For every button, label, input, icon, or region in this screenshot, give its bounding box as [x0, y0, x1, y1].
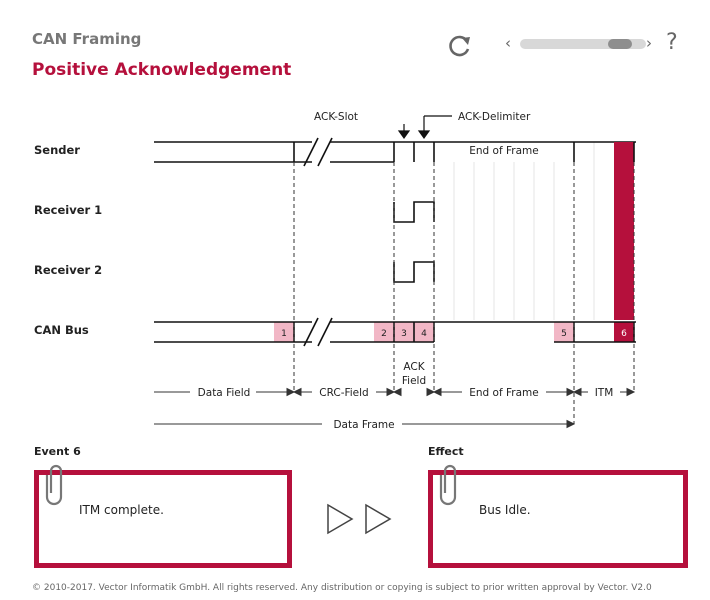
page-title: Positive Acknowledgement: [32, 60, 292, 80]
ack-delimiter-label: ACK-Delimiter: [458, 111, 531, 123]
skip-forward-button[interactable]: [364, 503, 392, 539]
marker-6: 6: [621, 329, 627, 339]
marker-4: 4: [421, 329, 427, 339]
sender-eof-label: End of Frame: [469, 145, 539, 157]
chevron-right-icon: ›: [646, 34, 652, 52]
field-label-eof: End of Frame: [469, 387, 539, 399]
marker-2: 2: [381, 329, 387, 339]
event-text: ITM complete.: [79, 503, 164, 517]
marker-3: 3: [401, 329, 407, 339]
signal-label-can-bus: CAN Bus: [34, 323, 89, 337]
eof-bit-grid: [454, 142, 594, 320]
marker-5: 5: [561, 329, 567, 339]
event-label: Event 6: [34, 445, 81, 458]
effect-card: [428, 470, 688, 568]
signal-label-receiver-2: Receiver 2: [34, 263, 103, 277]
copyright-footer: © 2010-2017. Vector Informatik GmbH. All rights reserved. Any distribution or copying is subject to prior written approval by Vector. V2.0: [32, 583, 652, 593]
field-label-data: Data Field: [197, 387, 251, 399]
chevron-left-icon: ‹: [505, 34, 511, 52]
paperclip-icon: [45, 463, 67, 507]
field-label-ack-2: Field: [401, 375, 427, 387]
paperclip-icon: [439, 463, 461, 507]
receiver-2-waveform: [394, 262, 434, 282]
play-icon: [326, 503, 354, 535]
field-label-itm: ITM: [594, 387, 614, 399]
receiver-1-waveform: [394, 202, 434, 222]
field-label-crc: CRC-Field: [319, 387, 369, 399]
ack-slot-label: ACK-Slot: [314, 111, 359, 123]
ack-arrows: [399, 116, 452, 138]
event-card: [34, 470, 292, 568]
sender-itm-bar: [614, 142, 634, 320]
app-title: CAN Framing: [32, 30, 142, 48]
play-button[interactable]: [326, 503, 354, 539]
field-boundaries: [294, 162, 634, 424]
signal-label-receiver-1: Receiver 1: [34, 203, 103, 217]
signal-label-sender: Sender: [34, 143, 80, 157]
effect-label: Effect: [428, 445, 464, 458]
play-next-icon: [364, 503, 392, 535]
help-button[interactable]: ?: [666, 30, 678, 55]
frame-label: Data Frame: [333, 419, 395, 431]
sender-waveform: [154, 138, 636, 166]
effect-text: Bus Idle.: [479, 503, 531, 517]
field-label-ack-1: ACK: [403, 361, 425, 373]
marker-1: 1: [281, 329, 287, 339]
